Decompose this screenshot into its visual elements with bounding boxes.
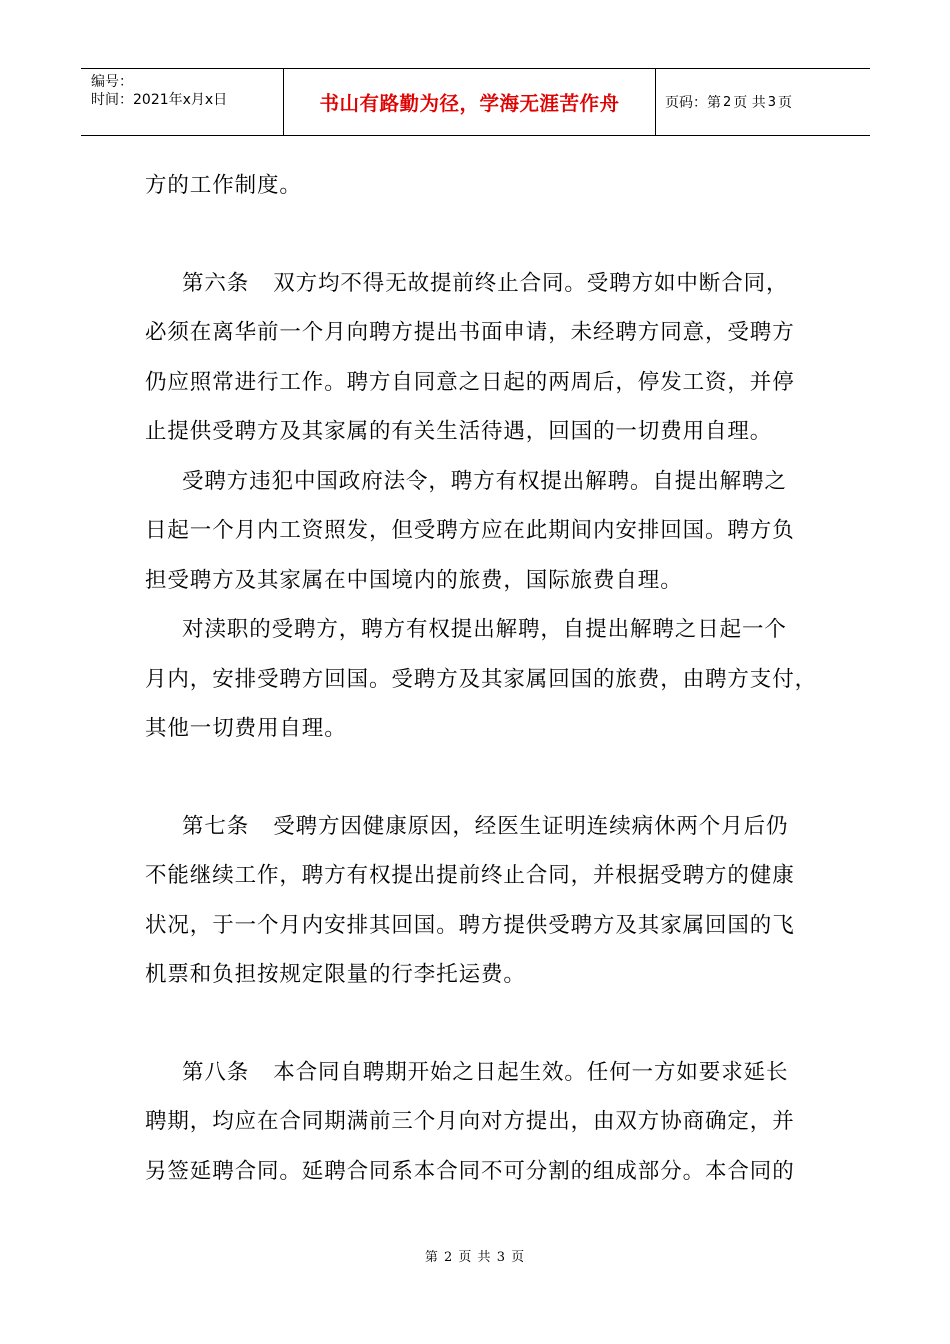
body-line: 仍应照常进行工作。聘方自同意之日起的两周后，停发工资，并停 [145,369,795,395]
header-motto: 书山有路勤为径，学海无涯苦作舟 [319,92,620,115]
body-line: 状况，于一个月内安排其回国。聘方提供受聘方及其家属回国的飞 [145,912,795,938]
article-6-text: 双方均不得无故提前终止合同。受聘方如中断合同， [273,270,789,296]
body-line: 机票和负担按规定限量的行李托运费。 [145,962,526,987]
header-page-current: 2 [723,94,732,110]
article-7-first-line [145,807,810,857]
header-page-mid: 页 共 [733,95,766,111]
header-page-prefix: 页码：第 [665,95,721,111]
header-info-cell [81,69,284,135]
header-motto-cell [284,69,656,135]
body-line: 必须在离华前一个月向聘方提出书面申请，未经聘方同意，受聘方 [145,320,795,345]
article-6-title: 第六条 [182,270,250,296]
paragraph-gap [145,1005,810,1053]
page-footer: 第 2 页 共 3 页 [424,1250,526,1265]
header-page-suffix: 页 [778,95,793,111]
body-line: 聘期，均应在合同期满前三个月向对方提出，由双方协商确定，并 [145,1109,795,1134]
document-number-label: 编号： [91,74,133,90]
article-7-title: 第七条 [182,813,250,839]
article-7-text: 受聘方因健康原因，经医生证明连续病休两个月后仍 [273,813,789,839]
body-line: 对渎职的受聘方，聘方有权提出解聘，自提出解聘之日起一个 [182,617,787,642]
header-page-total: 3 [767,94,777,110]
document-body [145,166,818,1201]
article-6-first-line [145,264,810,314]
header-page-cell [656,69,870,135]
body-line: 方的工作制度。 [145,173,302,198]
body-line: 担受聘方及其家属在中国境内的旅费，国际旅费自理。 [145,567,683,593]
body-line: 其他一切费用自理。 [145,716,347,741]
page-header [81,68,870,136]
article-8-first-line [145,1053,810,1103]
document-time-label: 时间：2021年x月x日 [91,92,228,108]
article-8-title: 第八条 [182,1059,250,1085]
body-line: 受聘方违犯中国政府法令，聘方有权提出解聘。自提出解聘之 [182,468,787,494]
body-line: 不能继续工作，聘方有权提出提前终止合同，并根据受聘方的健康 [145,863,795,888]
body-line: 另签延聘合同。延聘合同系本合同不可分割的组成部分。本合同的 [145,1158,795,1184]
article-8-text: 本合同自聘期开始之日起生效。任何一方如要求延长 [273,1059,789,1085]
body-line: 月内，安排受聘方回国。受聘方及其家属回国的旅费，由聘方支付， [145,666,818,692]
paragraph-gap [145,759,810,807]
paragraph-gap [145,216,810,264]
body-line: 止提供受聘方及其家属的有关生活待遇，回国的一切费用自理。 [145,419,773,444]
body-line: 日起一个月内工资照发，但受聘方应在此期间内安排回国。聘方负 [145,518,795,543]
